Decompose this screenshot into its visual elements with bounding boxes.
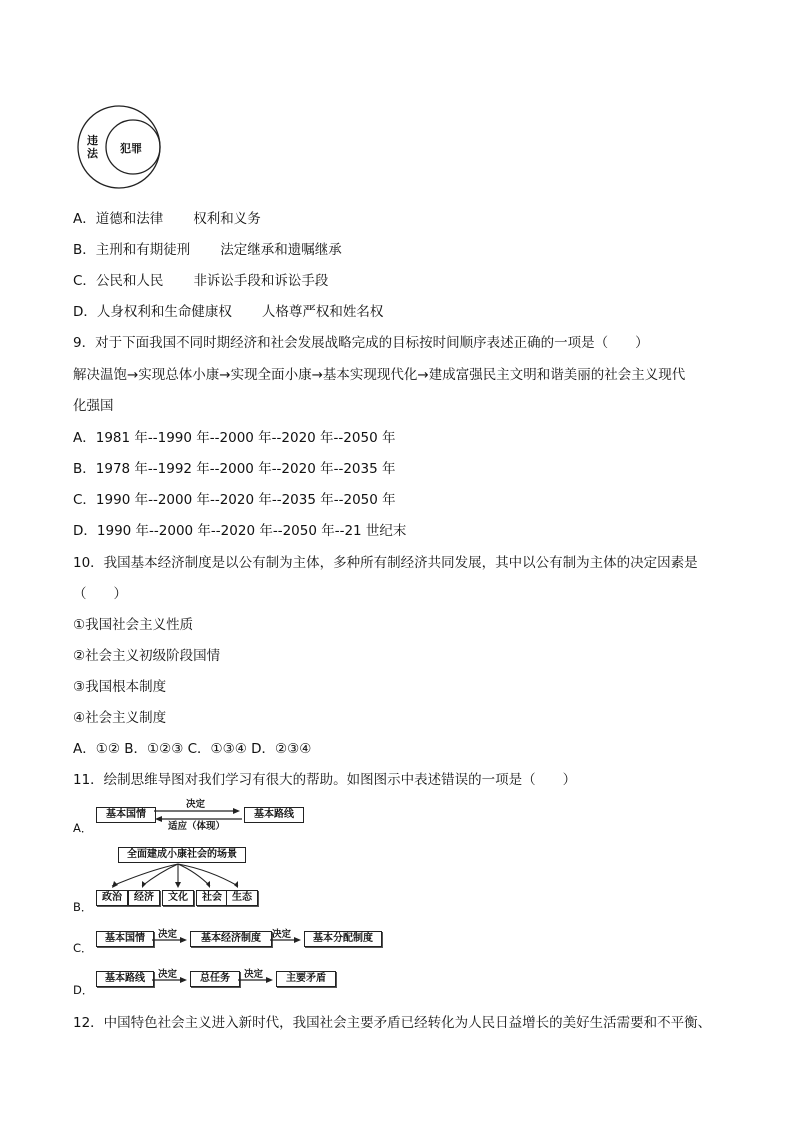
q10-item-4: ④社会主义制度 — [73, 710, 167, 726]
q8-option-a: A．道德和法律 权利和义务 — [73, 211, 261, 227]
q8-option-b: B．主刑和有期徒刑 法定继承和遗嘱继承 — [73, 242, 342, 258]
q11-label-d: D． — [73, 983, 94, 997]
q11a-top-text: 决定 — [186, 799, 206, 810]
q10-item-1: ①我国社会主义性质 — [73, 617, 194, 633]
q11b-leaf-ecology: 生态 — [226, 890, 258, 906]
q12-stem: 12．中国特色社会主义进入新时代，我国社会主要矛盾已经转化为人民日益增长的美好生活需要和不平衡、 — [73, 1015, 712, 1031]
q10-item-3: ③我国根本制度 — [73, 679, 167, 695]
q8-option-d: D．人身权利和生命健康权 人格尊严权和姓名权 — [73, 304, 384, 320]
q11d-arrow-text-2: 决定 — [244, 969, 264, 980]
q9-option-d: D．1990 年--2000 年--2020 年--2050 年--21 世纪末 — [73, 523, 407, 539]
q11d-arrow-text-1: 决定 — [158, 969, 178, 980]
q9-stem: 9．对于下面我国不同时期经济和社会发展战略完成的目标按时间顺序表述正确的一项是（ ） — [73, 335, 649, 351]
q11a-bottom-text: 适应（体现） — [168, 821, 226, 832]
q11-label-c: C． — [73, 941, 93, 955]
q11d-box-1: 基本路线 — [96, 971, 154, 987]
q11c-box-2: 基本经济制度 — [190, 931, 272, 947]
q11c-box-3: 基本分配制度 — [304, 931, 382, 947]
q11a-left-box: 基本国情 — [96, 807, 156, 823]
q10-answer-line: A．①② B．①②③ C．①③④ D．②③④ — [73, 741, 312, 757]
q11a-right-box: 基本路线 — [244, 807, 304, 823]
q11-label-a: A． — [73, 821, 93, 835]
q11d-box-3: 主要矛盾 — [276, 971, 336, 987]
q10-item-2: ②社会主义初级阶段国情 — [73, 648, 221, 664]
q9-sequence-line1: 解决温饱→实现总体小康→实现全面小康→基本实现现代化→建成富强民主文明和谐美丽的社会主义现代 — [73, 367, 686, 383]
q11-stem: 11．绘制思维导图对我们学习有很大的帮助。如图图示中表述错误的一项是（ ） — [73, 772, 577, 788]
q10-stem: 10．我国基本经济制度是以公有制为主体，多种所有制经济共同发展，其中以公有制为主体的决定因素是 — [73, 555, 698, 571]
q11c-arrow-text-1: 决定 — [158, 929, 178, 940]
q8-option-c: C．公民和人民 非诉讼手段和诉讼手段 — [73, 273, 329, 289]
q11b-root-box: 全面建成小康社会的场景 — [118, 847, 246, 863]
q10-stem-paren: （ ） — [73, 586, 127, 602]
q11c-arrow-text-2: 决定 — [272, 929, 292, 940]
q11-label-b: B． — [73, 900, 93, 914]
q11b-leaf-economy: 经济 — [128, 890, 160, 906]
venn-inner-label: 犯罪 — [120, 142, 142, 155]
venn-outer-label: 违法 — [87, 134, 98, 160]
q11b-leaf-culture: 文化 — [162, 890, 194, 906]
q9-option-c: C．1990 年--2000 年--2020 年--2035 年--2050 年 — [73, 492, 396, 508]
q11d-box-2: 总任务 — [190, 971, 240, 987]
q9-option-a: A．1981 年--1990 年--2000 年--2020 年--2050 年 — [73, 430, 396, 446]
q11c-box-1: 基本国情 — [96, 931, 154, 947]
q11b-leaf-politics: 政治 — [96, 890, 128, 906]
q11b-leaf-society: 社会 — [196, 890, 228, 906]
q9-option-b: B．1978 年--1992 年--2000 年--2020 年--2035 年 — [73, 461, 396, 477]
q9-sequence-line2: 化强国 — [73, 398, 114, 414]
